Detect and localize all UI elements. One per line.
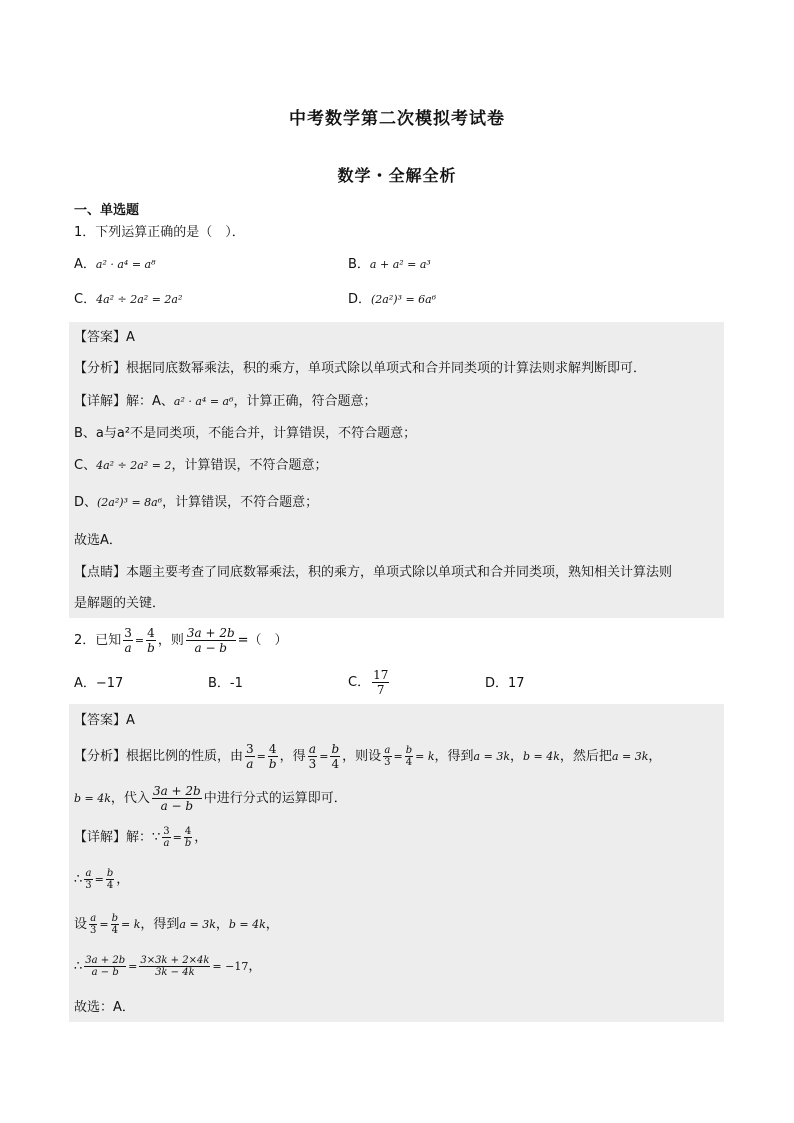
q2-analysis-line2: b = 4k，代入 $\frac{3a + 2b}{a - b}$ 中进行分式的运算即可． bbox=[74, 784, 347, 813]
q2-stem-suffix: =（ ） bbox=[237, 633, 288, 648]
q2-detail-text: 设 bbox=[74, 917, 88, 932]
q2-analysis-text: ，则设 bbox=[342, 749, 382, 764]
q1-option-b bbox=[348, 256, 431, 274]
q1-detail-d-prefix: D、 bbox=[74, 495, 98, 510]
q1-detail-a bbox=[74, 393, 377, 411]
fraction-a-over-3: $\frac{a}{3}$ bbox=[85, 868, 92, 891]
q2-option-a: A．−17 bbox=[74, 676, 124, 691]
q2-option-d: D．17 bbox=[485, 676, 525, 691]
q2-analysis-text: ，然后把 bbox=[559, 749, 612, 764]
q2-analysis-line1: 【分析】根据比例的性质，由 $\frac{3}{a}$ = $\frac{4}{b}$ ，得 $\frac{a}{3}$ = $\frac{b}{4}$ ，则设 $\frac{a}{3}$ = $\frac{b}{4}$ = k，得到a = 3k，b = 4k，然后把a = 3k， bbox=[74, 742, 662, 771]
q2-option-c bbox=[348, 668, 391, 697]
fraction-expression: $\frac{3a + 2b}{a - b}$ bbox=[186, 626, 235, 655]
q1-answer: 【答案】A bbox=[74, 330, 135, 345]
q2-detail-line1: 【详解】解：∵ $\frac{3}{a}$ = $\frac{4}{b}$ ， bbox=[74, 826, 208, 849]
fraction-3-over-a: $\frac{3}{a}$ bbox=[246, 742, 254, 771]
q1-analysis: 【分析】根据同底数幂乘法，积的乘方，单项式除以单项式和合并同类项的计算法则求解判断即可． bbox=[74, 361, 647, 376]
q2-answer: 【答案】A bbox=[74, 713, 135, 728]
fraction-17-over-7: $\frac{17}{7}$ bbox=[373, 668, 389, 697]
q2-analysis-text: 【分析】根据比例的性质，由 bbox=[74, 749, 244, 764]
q2-detail-line4: ∴ $\frac{3a + 2b}{a - b}$ = $\frac{3\times 3k + 2\times 4k}{3k - 4k}$ = −17， bbox=[74, 955, 262, 978]
q2-detail-text: ∴ bbox=[74, 959, 83, 974]
q2-analysis-text: ，代入 bbox=[110, 791, 150, 806]
q1-detail-b: B、a与a²不是同类项，不能合并，计算错误，不符合题意； bbox=[74, 426, 417, 441]
fraction-a-over-3: $\frac{a}{3}$ bbox=[384, 745, 391, 768]
q2-detail-line3: 设 $\frac{a}{3}$ = $\frac{b}{4}$ = k，得到a = 3k，b = 4k， bbox=[74, 913, 279, 936]
q1-option-c bbox=[74, 291, 182, 309]
q2-analysis-text: ，得到 bbox=[434, 749, 474, 764]
fraction-4-over-b: $\frac{4}{b}$ bbox=[147, 626, 155, 655]
q1-option-a-label: A． bbox=[74, 257, 96, 272]
page-subtitle: 数学・全解全析 bbox=[337, 166, 457, 185]
q1-detail-a-expr: a² · a⁴ = a⁶ bbox=[173, 395, 234, 408]
q2-stem-prefix: 2．已知 bbox=[74, 633, 122, 648]
fraction-expression: $\frac{3a + 2b}{a - b}$ bbox=[85, 955, 126, 978]
q1-comment-line2: 是解题的关键． bbox=[74, 596, 166, 611]
q1-conclusion: 故选A． bbox=[74, 533, 122, 548]
q1-option-a-expr: a² · a⁴ = a⁸ bbox=[95, 258, 156, 271]
q1-option-a bbox=[74, 256, 156, 274]
q2-conclusion: 故选：A． bbox=[74, 1000, 135, 1015]
fraction-b-over-4: $\frac{b}{4}$ bbox=[331, 742, 340, 771]
q1-detail-a-prefix: 【详解】解：A、 bbox=[74, 394, 174, 409]
q1-option-d-label: D． bbox=[348, 292, 372, 307]
fraction-3-over-a: $\frac{3}{a}$ bbox=[163, 826, 170, 849]
q2-detail-text: 【详解】解：∵ bbox=[74, 830, 161, 845]
q1-detail-d bbox=[74, 494, 318, 512]
q1-option-d-expr: (2a²)³ = 6a⁶ bbox=[371, 293, 437, 306]
q1-detail-c-prefix: C、 bbox=[74, 458, 97, 473]
q2-detail-text: ∴ bbox=[74, 872, 83, 887]
q1-detail-c-text: ，计算错误，不符合题意； bbox=[171, 458, 328, 473]
q2-stem: 2．已知 $\frac{3}{a}$ = $\frac{4}{b}$ ，则 $\frac{3a + 2b}{a - b}$ =（ ） bbox=[74, 626, 288, 655]
section-heading: 一、单选题 bbox=[74, 203, 140, 218]
fraction-a-over-3: $\frac{a}{3}$ bbox=[90, 913, 97, 936]
q1-option-d bbox=[348, 291, 436, 309]
fraction-4-over-b: $\frac{4}{b}$ bbox=[184, 826, 192, 849]
q1-detail-a-text: ，计算正确，符合题意； bbox=[233, 394, 377, 409]
q2-analysis-text: 中进行分式的运算即可． bbox=[203, 791, 347, 806]
q2-detail-line2: ∴ $\frac{a}{3}$ = $\frac{b}{4}$ ， bbox=[74, 868, 130, 891]
fraction-a-over-3: $\frac{a}{3}$ bbox=[308, 742, 317, 771]
q1-detail-d-text: ，计算错误，不符合题意； bbox=[162, 495, 319, 510]
q1-detail-d-expr: (2a²)³ = 8a⁶ bbox=[97, 496, 163, 509]
q2-option-c-label: C． bbox=[348, 675, 371, 690]
q2-detail-text: ，得到 bbox=[140, 917, 180, 932]
q1-option-b-label: B． bbox=[348, 257, 370, 272]
q1-option-c-label: C． bbox=[74, 292, 97, 307]
fraction-expression: $\frac{3a + 2b}{a - b}$ bbox=[152, 784, 201, 813]
page-title: 中考数学第二次模拟考试卷 bbox=[289, 109, 505, 129]
q1-option-c-expr: 4a² ÷ 2a² = 2a² bbox=[96, 293, 183, 306]
fraction-3-over-a: $\frac{3}{a}$ bbox=[124, 626, 132, 655]
fraction-b-over-4: $\frac{b}{4}$ bbox=[106, 868, 114, 891]
q1-comment-line1: 【点睛】本题主要考查了同底数幂乘法，积的乘方，单项式除以单项式和合并同类项，熟知相关计算法则 bbox=[74, 565, 673, 580]
q1-detail-c-expr: 4a² ÷ 2a² = 2 bbox=[96, 459, 172, 472]
q1-stem: 1．下列运算正确的是（ ）． bbox=[74, 225, 245, 240]
q1-detail-c bbox=[74, 457, 327, 475]
q2-analysis-text: ，得 bbox=[279, 749, 306, 764]
fraction-b-over-4: $\frac{b}{4}$ bbox=[111, 913, 119, 936]
fraction-substituted: $\frac{3\times 3k + 2\times 4k}{3k - 4k}$ bbox=[140, 955, 210, 978]
q1-option-b-expr: a + a² = a³ bbox=[369, 258, 431, 271]
q2-option-b: B．-1 bbox=[208, 676, 243, 691]
fraction-4-over-b: $\frac{4}{b}$ bbox=[268, 742, 277, 771]
fraction-b-over-4: $\frac{b}{4}$ bbox=[405, 745, 413, 768]
q2-stem-mid: ，则 bbox=[157, 633, 184, 648]
